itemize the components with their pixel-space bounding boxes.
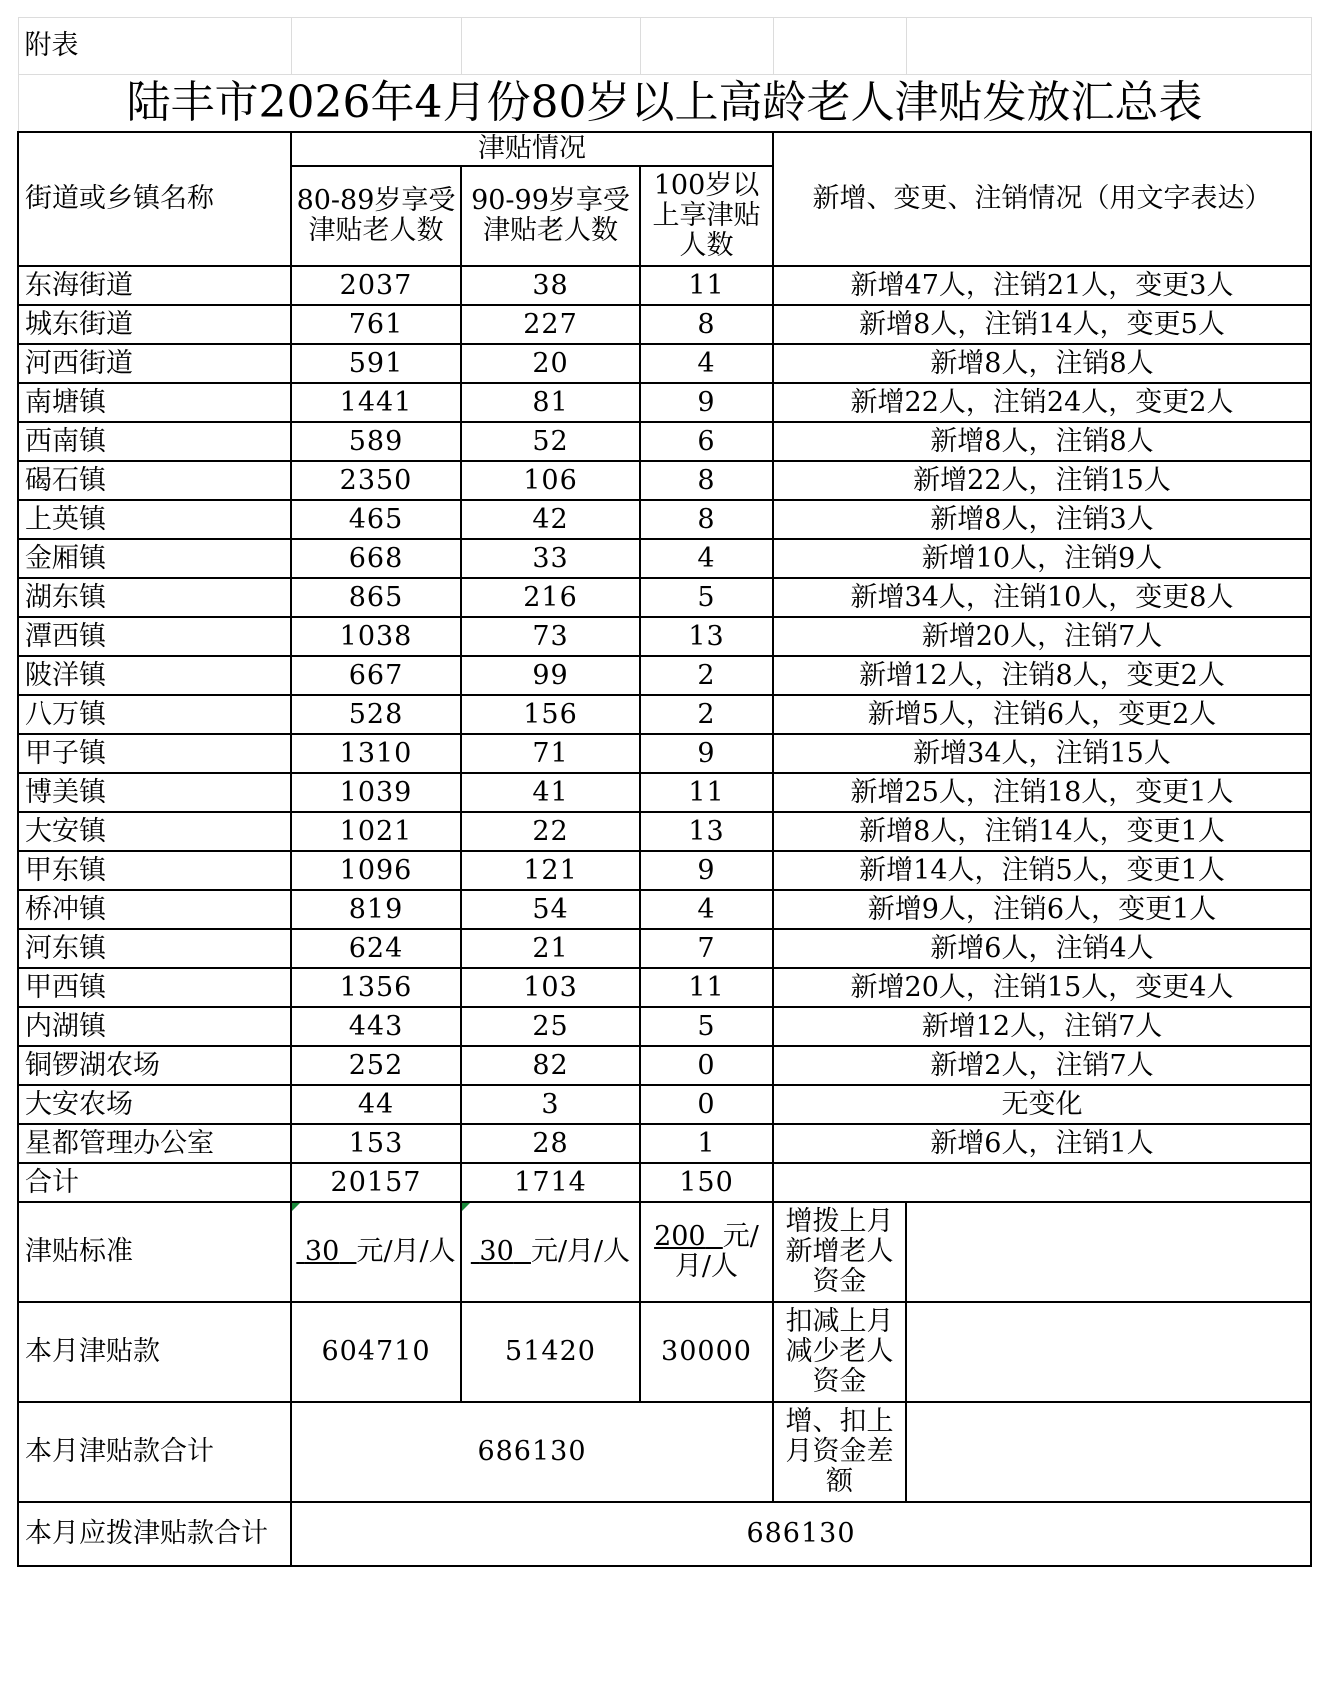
- row-90-99-count[interactable]: 216: [461, 578, 640, 617]
- row-90-99-count[interactable]: 81: [461, 383, 640, 422]
- table-row: [18, 773, 1311, 812]
- standard-label[interactable]: 津贴标准: [18, 1202, 291, 1302]
- row-80-89-count[interactable]: 667: [291, 656, 461, 695]
- row-80-89-count[interactable]: 819: [291, 890, 461, 929]
- table-row: [18, 266, 1311, 305]
- row-100-plus-count[interactable]: 13: [640, 617, 773, 656]
- row-name[interactable]: 湖东镇: [18, 578, 291, 617]
- payable-total-value[interactable]: 686130: [291, 1502, 1311, 1566]
- subsidy-summary-table: [17, 17, 1312, 1567]
- table-row: [18, 851, 1311, 890]
- spreadsheet: [17, 17, 1310, 1567]
- row-100-plus-count[interactable]: 11: [640, 773, 773, 812]
- row-changes-note[interactable]: 新增20人，注销15人，变更4人: [773, 968, 1311, 1007]
- row-changes-note[interactable]: 新增8人，注销14人，变更5人: [773, 305, 1311, 344]
- row-100-plus-count[interactable]: 2: [640, 656, 773, 695]
- standard-90-99-unit: 元/月/人: [530, 1236, 631, 1267]
- row-80-89-count[interactable]: 252: [291, 1046, 461, 1085]
- row-80-89-count[interactable]: 1310: [291, 734, 461, 773]
- row-100-plus-count[interactable]: 11: [640, 266, 773, 305]
- row-80-89-count[interactable]: 2037: [291, 266, 461, 305]
- table-row: [18, 539, 1311, 578]
- row-changes-note[interactable]: 新增6人，注销4人: [773, 929, 1311, 968]
- total-100-plus[interactable]: 150: [640, 1163, 773, 1202]
- row-changes-note[interactable]: 新增12人，注销8人，变更2人: [773, 656, 1311, 695]
- row-80-89-count[interactable]: 1356: [291, 968, 461, 1007]
- monthly-total-row: [18, 1402, 1311, 1502]
- standard-100-plus-unit: 元/月/人: [674, 1221, 759, 1282]
- table-row: [18, 968, 1311, 1007]
- monthly-total-label[interactable]: 本月津贴款合计: [18, 1402, 291, 1502]
- row-name[interactable]: 博美镇: [18, 773, 291, 812]
- payable-total-label[interactable]: 本月应拨津贴款合计: [18, 1502, 291, 1566]
- total-label[interactable]: 合计: [18, 1163, 291, 1202]
- table-row: [18, 890, 1311, 929]
- row-100-plus-count[interactable]: 4: [640, 344, 773, 383]
- row-90-99-count[interactable]: 106: [461, 461, 640, 500]
- row-changes-note[interactable]: 新增6人，注销1人: [773, 1124, 1311, 1163]
- row-changes-note[interactable]: 新增8人，注销14人，变更1人: [773, 812, 1311, 851]
- monthly-total-side-label[interactable]: 增、扣上月资金差额: [773, 1402, 906, 1502]
- row-name[interactable]: 城东街道: [18, 305, 291, 344]
- standard-80-89-unit: 元/月/人: [356, 1236, 456, 1267]
- row-changes-note[interactable]: 新增10人，注销9人: [773, 539, 1311, 578]
- row-100-plus-count[interactable]: 11: [640, 968, 773, 1007]
- attachment-label[interactable]: 附表: [18, 18, 291, 75]
- data-rows: [18, 266, 1311, 1163]
- row-90-99-count[interactable]: 22: [461, 812, 640, 851]
- row-100-plus-count[interactable]: 0: [640, 1046, 773, 1085]
- row-changes-note[interactable]: 新增20人，注销7人: [773, 617, 1311, 656]
- row-100-plus-count[interactable]: 9: [640, 851, 773, 890]
- row-100-plus-count[interactable]: 8: [640, 500, 773, 539]
- row-90-99-count[interactable]: 25: [461, 1007, 640, 1046]
- row-80-89-count[interactable]: 528: [291, 695, 461, 734]
- header-80-89-col[interactable]: 80-89岁享受津贴老人数: [291, 166, 461, 266]
- row-90-99-count[interactable]: 38: [461, 266, 640, 305]
- row-90-99-count[interactable]: 20: [461, 344, 640, 383]
- payable-total-row: [18, 1502, 1311, 1566]
- row-changes-note[interactable]: 新增14人，注销5人，变更1人: [773, 851, 1311, 890]
- table-row: [18, 656, 1311, 695]
- header-100-plus-col[interactable]: 100岁以上享津贴人数: [640, 166, 773, 266]
- row-name[interactable]: 陂洋镇: [18, 656, 291, 695]
- row-changes-note[interactable]: 新增22人，注销24人，变更2人: [773, 383, 1311, 422]
- standard-80-89-amount: 30: [304, 1236, 340, 1267]
- row-changes-note[interactable]: 新增12人，注销7人: [773, 1007, 1311, 1046]
- table-row: [18, 461, 1311, 500]
- row-changes-note[interactable]: 新增8人，注销8人: [773, 422, 1311, 461]
- table-row: [18, 500, 1311, 539]
- table-row: [18, 617, 1311, 656]
- row-80-89-count[interactable]: 1096: [291, 851, 461, 890]
- row-90-99-count[interactable]: 82: [461, 1046, 640, 1085]
- row-changes-note[interactable]: 新增2人，注销7人: [773, 1046, 1311, 1085]
- row-name[interactable]: 大安镇: [18, 812, 291, 851]
- row-100-plus-count[interactable]: 2: [640, 695, 773, 734]
- table-row: [18, 734, 1311, 773]
- row-80-89-count[interactable]: 668: [291, 539, 461, 578]
- title-row: [18, 75, 1311, 133]
- table-row: [18, 1046, 1311, 1085]
- row-80-89-count[interactable]: 1441: [291, 383, 461, 422]
- monthly-total-value[interactable]: 686130: [291, 1402, 773, 1502]
- standard-100-plus[interactable]: [640, 1202, 773, 1302]
- row-name[interactable]: 星都管理办公室: [18, 1124, 291, 1163]
- table-row: [18, 578, 1311, 617]
- table-row: [18, 305, 1311, 344]
- row-100-plus-count[interactable]: 5: [640, 578, 773, 617]
- row-name[interactable]: 铜锣湖农场: [18, 1046, 291, 1085]
- table-row: [18, 929, 1311, 968]
- row-name[interactable]: 碣石镇: [18, 461, 291, 500]
- row-name[interactable]: 东海街道: [18, 266, 291, 305]
- header-subsidy-group[interactable]: 津贴情况: [291, 132, 773, 166]
- row-100-plus-count[interactable]: 8: [640, 305, 773, 344]
- table-row: [18, 383, 1311, 422]
- row-name[interactable]: 甲东镇: [18, 851, 291, 890]
- row-90-99-count[interactable]: 54: [461, 890, 640, 929]
- row-100-plus-count[interactable]: 6: [640, 422, 773, 461]
- table-row: [18, 422, 1311, 461]
- table-row: [18, 812, 1311, 851]
- row-90-99-count[interactable]: 21: [461, 929, 640, 968]
- header-row-1: [18, 132, 1311, 166]
- row-80-89-count[interactable]: 44: [291, 1085, 461, 1124]
- row-90-99-count[interactable]: 71: [461, 734, 640, 773]
- row-name[interactable]: 南塘镇: [18, 383, 291, 422]
- standard-side-label[interactable]: 增拨上月新增老人资金: [773, 1202, 906, 1302]
- row-name[interactable]: 大安农场: [18, 1085, 291, 1124]
- row-changes-note[interactable]: 新增34人，注销10人，变更8人: [773, 578, 1311, 617]
- row-changes-note[interactable]: 新增25人，注销18人，变更1人: [773, 773, 1311, 812]
- row-80-89-count[interactable]: 761: [291, 305, 461, 344]
- monthly-total-side-value[interactable]: [906, 1402, 1311, 1502]
- row-name[interactable]: 内湖镇: [18, 1007, 291, 1046]
- row-80-89-count[interactable]: 465: [291, 500, 461, 539]
- row-name[interactable]: 西南镇: [18, 422, 291, 461]
- row-90-99-count[interactable]: 52: [461, 422, 640, 461]
- attachment-row: [18, 18, 1311, 75]
- table-row: [18, 1007, 1311, 1046]
- monthly-100-plus[interactable]: 30000: [640, 1302, 773, 1402]
- row-name[interactable]: 河西街道: [18, 344, 291, 383]
- monthly-label[interactable]: 本月津贴款: [18, 1302, 291, 1402]
- row-90-99-count[interactable]: 103: [461, 968, 640, 1007]
- row-90-99-count[interactable]: 227: [461, 305, 640, 344]
- monthly-80-89[interactable]: 604710: [291, 1302, 461, 1402]
- monthly-row: [18, 1302, 1311, 1402]
- row-90-99-count[interactable]: 3: [461, 1085, 640, 1124]
- total-90-99[interactable]: 1714: [461, 1163, 640, 1202]
- row-name[interactable]: 桥冲镇: [18, 890, 291, 929]
- standard-row: [18, 1202, 1311, 1302]
- row-90-99-count[interactable]: 121: [461, 851, 640, 890]
- row-80-89-count[interactable]: 2350: [291, 461, 461, 500]
- table-row: [18, 1124, 1311, 1163]
- row-90-99-count[interactable]: 28: [461, 1124, 640, 1163]
- row-changes-note[interactable]: 新增5人，注销6人，变更2人: [773, 695, 1311, 734]
- standard-100-plus-amount: 200: [654, 1221, 706, 1252]
- row-name[interactable]: 甲西镇: [18, 968, 291, 1007]
- row-80-89-count[interactable]: 1021: [291, 812, 461, 851]
- row-100-plus-count[interactable]: 9: [640, 734, 773, 773]
- row-80-89-count[interactable]: 1039: [291, 773, 461, 812]
- row-80-89-count[interactable]: 865: [291, 578, 461, 617]
- row-100-plus-count[interactable]: 4: [640, 539, 773, 578]
- row-name[interactable]: 潭西镇: [18, 617, 291, 656]
- row-80-89-count[interactable]: 589: [291, 422, 461, 461]
- row-80-89-count[interactable]: 624: [291, 929, 461, 968]
- header-changes-col[interactable]: 新增、变更、注销情况（用文字表达）: [773, 132, 1311, 266]
- row-name[interactable]: 上英镇: [18, 500, 291, 539]
- row-80-89-count[interactable]: 1038: [291, 617, 461, 656]
- row-90-99-count[interactable]: 99: [461, 656, 640, 695]
- header-name-col[interactable]: 街道或乡镇名称: [18, 132, 291, 266]
- row-100-plus-count[interactable]: 4: [640, 890, 773, 929]
- standard-80-89[interactable]: [291, 1202, 461, 1302]
- row-name[interactable]: 金厢镇: [18, 539, 291, 578]
- page-title[interactable]: 陆丰市2026年4月份80岁以上高龄老人津贴发放汇总表: [18, 75, 1311, 133]
- monthly-side-label[interactable]: 扣减上月减少老人资金: [773, 1302, 906, 1402]
- row-90-99-count[interactable]: 33: [461, 539, 640, 578]
- standard-side-value[interactable]: [906, 1202, 1311, 1302]
- row-changes-note[interactable]: 新增8人，注销3人: [773, 500, 1311, 539]
- row-name[interactable]: 八万镇: [18, 695, 291, 734]
- row-changes-note[interactable]: 新增34人，注销15人: [773, 734, 1311, 773]
- row-changes-note[interactable]: 新增47人，注销21人，变更3人: [773, 266, 1311, 305]
- standard-90-99[interactable]: [461, 1202, 640, 1302]
- monthly-90-99[interactable]: 51420: [461, 1302, 640, 1402]
- table-row: [18, 1085, 1311, 1124]
- table-row: [18, 344, 1311, 383]
- row-80-89-count[interactable]: 443: [291, 1007, 461, 1046]
- row-90-99-count[interactable]: 42: [461, 500, 640, 539]
- standard-90-99-amount: 30: [479, 1236, 514, 1267]
- row-90-99-count[interactable]: 41: [461, 773, 640, 812]
- row-90-99-count[interactable]: 156: [461, 695, 640, 734]
- row-changes-note[interactable]: 新增8人，注销8人: [773, 344, 1311, 383]
- row-100-plus-count[interactable]: 9: [640, 383, 773, 422]
- row-name[interactable]: 甲子镇: [18, 734, 291, 773]
- header-90-99-col[interactable]: 90-99岁享受津贴老人数: [461, 166, 640, 266]
- total-changes[interactable]: [773, 1163, 1311, 1202]
- row-100-plus-count[interactable]: 1: [640, 1124, 773, 1163]
- row-name[interactable]: 河东镇: [18, 929, 291, 968]
- total-80-89[interactable]: 20157: [291, 1163, 461, 1202]
- total-row: [18, 1163, 1311, 1202]
- row-100-plus-count[interactable]: 5: [640, 1007, 773, 1046]
- monthly-side-value[interactable]: [906, 1302, 1311, 1402]
- row-100-plus-count[interactable]: 0: [640, 1085, 773, 1124]
- row-100-plus-count[interactable]: 8: [640, 461, 773, 500]
- row-80-89-count[interactable]: 153: [291, 1124, 461, 1163]
- row-changes-note[interactable]: 新增9人，注销6人，变更1人: [773, 890, 1311, 929]
- row-changes-note[interactable]: 新增22人，注销15人: [773, 461, 1311, 500]
- row-changes-note[interactable]: 无变化: [773, 1085, 1311, 1124]
- row-100-plus-count[interactable]: 13: [640, 812, 773, 851]
- row-80-89-count[interactable]: 591: [291, 344, 461, 383]
- row-90-99-count[interactable]: 73: [461, 617, 640, 656]
- row-100-plus-count[interactable]: 7: [640, 929, 773, 968]
- table-row: [18, 695, 1311, 734]
